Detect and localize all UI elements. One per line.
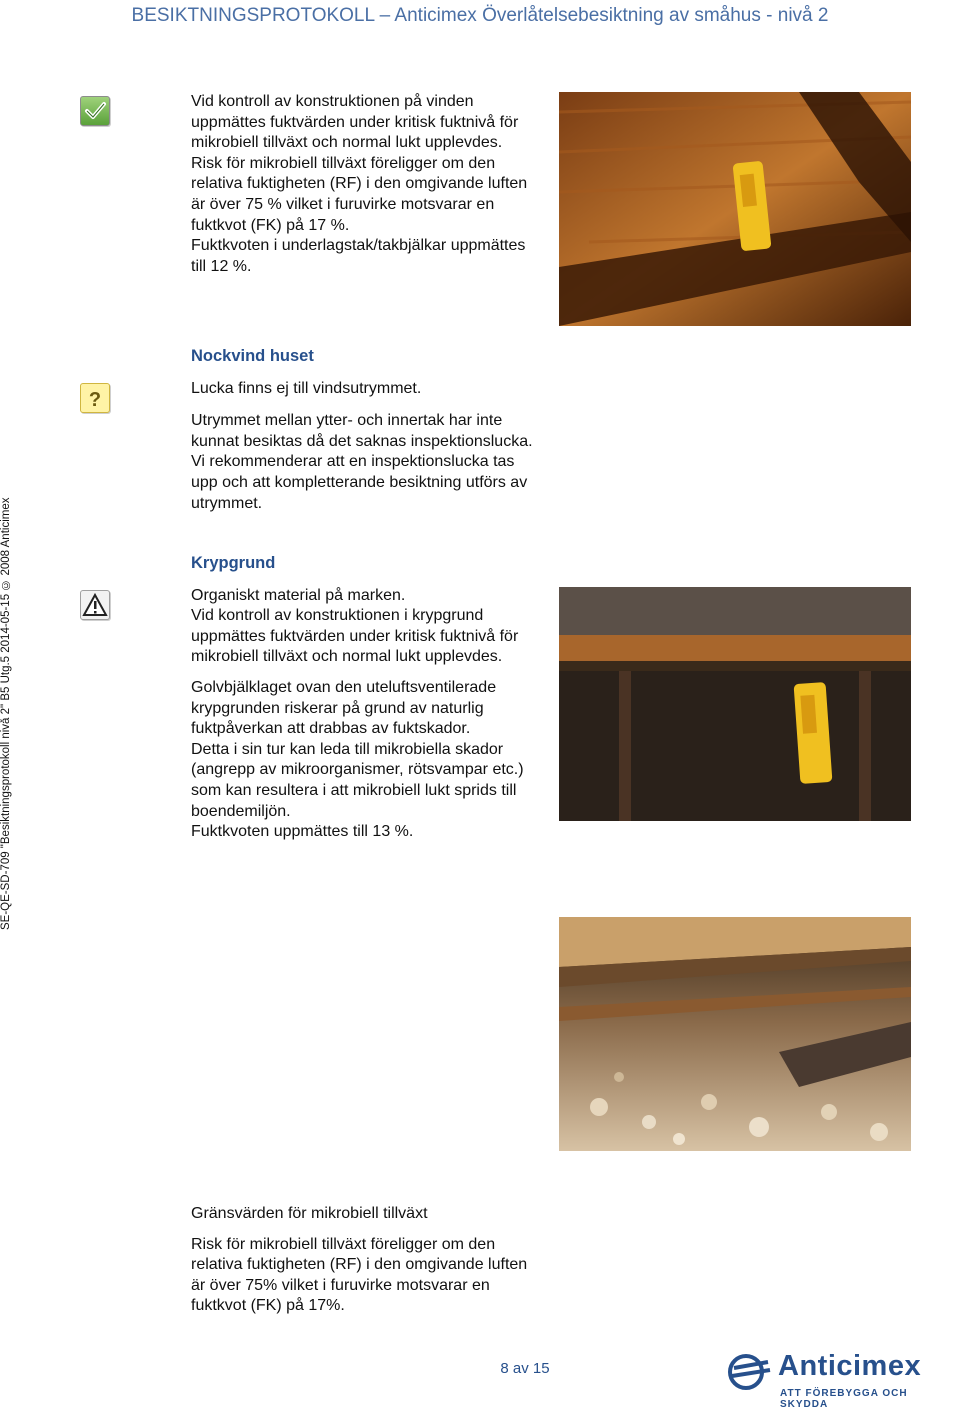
logo-tagline: ATT FÖREBYGGA OCH SKYDDA	[780, 1388, 908, 1410]
paragraph: Risk för mikrobiell tillväxt föreligger om den relativa fuktigheten (RF) i den omgivande luften är över 75% vilket i furuvirke motsvarar en fuktkvot (FK) på 17%.	[191, 1235, 528, 1315]
anticimex-logo-mark-icon	[728, 1354, 772, 1395]
page-header: BESIKTNINGSPROTOKOLL – Anticimex Överlåtelsebesiktning av småhus - nivå 2	[131, 5, 829, 26]
paragraph: Utrymmet mellan ytter- och innertak har inte kunnat besiktas då det saknas inspektionslucka. Vi rekommenderar att en inspektionslucka tas upp och att kompletterande besiktning utförs av utrymmet.	[191, 412, 533, 512]
logo-name: Anticimex	[778, 1350, 922, 1382]
paragraph: Gränsvärden för mikrobiell tillväxt	[191, 1205, 428, 1222]
document-code-sidebar: SE-QE-SD-709 "Besiktningsprotokoll nivå 2" B5 Utg.5 2014-05-15 © 2008 Anticimex	[0, 497, 12, 930]
section-heading: Nockvind huset	[191, 347, 314, 365]
limit-values-text-block	[191, 1204, 541, 1317]
section-heading: Krypgrund	[191, 554, 276, 572]
paragraph: Detta i sin tur kan leda till mikrobiella skador (angrepp av mikroorganismer, rötsvampar etc.) som kan resultera i att mikrobiell lukt sprids till boendemiljön.	[191, 740, 524, 820]
paragraph: Lucka finns ej till vindsutrymmet.	[191, 379, 422, 397]
paragraph: Fuktkvoten uppmättes till 13 %.	[191, 823, 414, 841]
nockvind-text-block	[191, 346, 541, 514]
krypgrund-text-block	[191, 553, 541, 843]
question-icon	[80, 383, 110, 413]
anticimex-logo	[728, 1350, 953, 1410]
svg-text:?: ?	[88, 389, 102, 411]
check-icon	[80, 96, 110, 126]
warning-icon	[80, 590, 110, 620]
paragraph: Golvbjälklaget ovan den uteluftsventilerade krypgrunden riskerar på grund av naturlig fuktpåverkan att drabbas av fuktskador.	[191, 678, 497, 738]
attic-moisture-meter-photo	[559, 92, 911, 326]
attic-text-block	[191, 92, 541, 277]
crawlspace-ground-photo	[559, 917, 911, 1151]
paragraph: Fuktkvoten i underlagstak/takbjälkar uppmättes till 12 %.	[191, 237, 526, 275]
paragraph: Vid kontroll av konstruktionen i krypgrund uppmättes fuktvärden under kritisk fuktnivå för mikrobiell tillväxt och normal lukt upplevdes.	[191, 607, 519, 666]
crawlspace-moisture-meter-photo	[559, 587, 911, 821]
paragraph: Organiskt material på marken.	[191, 586, 406, 604]
paragraph: Risk för mikrobiell tillväxt föreligger om den relativa fuktigheten (RF) i den omgivande luften är över 75 % vilket i furuvirke motsvarar en fuktkvot (FK) på 17 %.	[191, 154, 528, 234]
page-number: 8 av 15	[500, 1360, 550, 1377]
paragraph: Vid kontroll av konstruktionen på vinden uppmättes fuktvärden under kritisk fuktnivå för mikrobiell tillväxt och normal lukt upplevdes.	[191, 93, 519, 152]
